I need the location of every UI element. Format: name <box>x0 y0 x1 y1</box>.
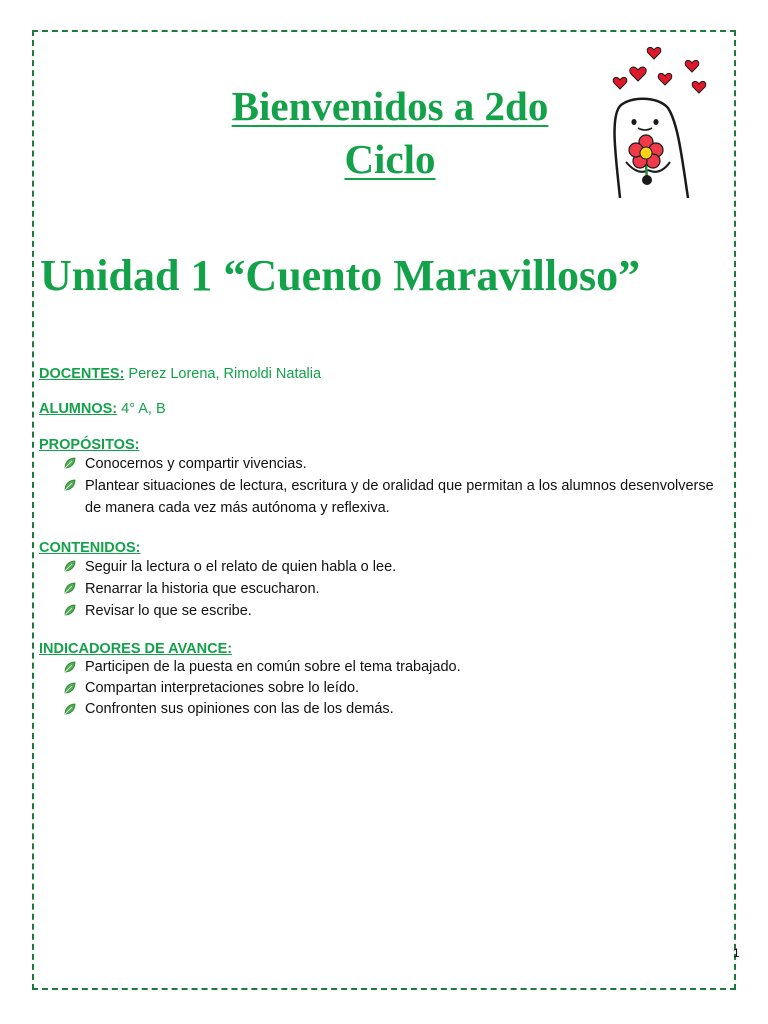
leaf-bullet-icon <box>63 456 77 470</box>
page-title-line2: Ciclo <box>344 136 436 182</box>
list-item: Conocernos y compartir vivencias. <box>63 453 729 475</box>
heart-icon <box>685 60 699 72</box>
contenidos-label: CONTENIDOS: <box>39 540 141 556</box>
leaf-bullet-icon <box>63 681 77 695</box>
character-flower-hearts-illustration <box>598 38 718 202</box>
leaf-bullet-icon <box>63 603 77 617</box>
heart-icon <box>692 81 706 93</box>
unit-title: Unidad 1 “Cuento Maravilloso” <box>40 251 641 300</box>
leaf-bullet-icon <box>63 660 77 674</box>
list-item: Revisar lo que se escribe. <box>63 600 729 622</box>
heart-icon <box>630 67 646 81</box>
docentes-line <box>39 366 729 382</box>
page-title <box>120 80 660 186</box>
alumnos-label: ALUMNOS: <box>39 401 118 417</box>
page-number: 1 <box>733 946 740 960</box>
indicadores-label: INDICADORES DE AVANCE: <box>39 641 233 657</box>
leaf-bullet-icon <box>63 478 77 492</box>
indicadores-section <box>39 641 729 720</box>
list-item: Plantear situaciones de lectura, escritura y de oralidad que permitan a los alumnos desenvolverse de manera cada vez más autónoma y reflexiva. <box>63 475 729 519</box>
propositos-label: PROPÓSITOS: <box>39 437 140 453</box>
docentes-label: DOCENTES: <box>39 366 125 382</box>
alumnos-value: 4° A, B <box>117 401 166 417</box>
docentes-value: Perez Lorena, Rimoldi Natalia <box>124 366 322 382</box>
list-item: Seguir la lectura o el relato de quien habla o lee. <box>63 556 729 578</box>
list-item: Compartan interpretaciones sobre lo leído. <box>63 678 729 699</box>
propositos-section <box>39 437 729 519</box>
heart-icon <box>613 77 627 89</box>
list-item: Participen de la puesta en común sobre el tema trabajado. <box>63 657 729 678</box>
list-item: Confronten sus opiniones con las de los demás. <box>63 699 729 720</box>
page-title-line1: Bienvenidos a 2do <box>231 83 549 129</box>
contenidos-section <box>39 540 729 622</box>
leaf-bullet-icon <box>63 559 77 573</box>
alumnos-line <box>39 401 729 417</box>
list-item: Renarrar la historia que escucharon. <box>63 578 729 600</box>
heart-icon <box>647 47 661 59</box>
leaf-bullet-icon <box>63 702 77 716</box>
heart-icon <box>658 73 672 85</box>
leaf-bullet-icon <box>63 581 77 595</box>
